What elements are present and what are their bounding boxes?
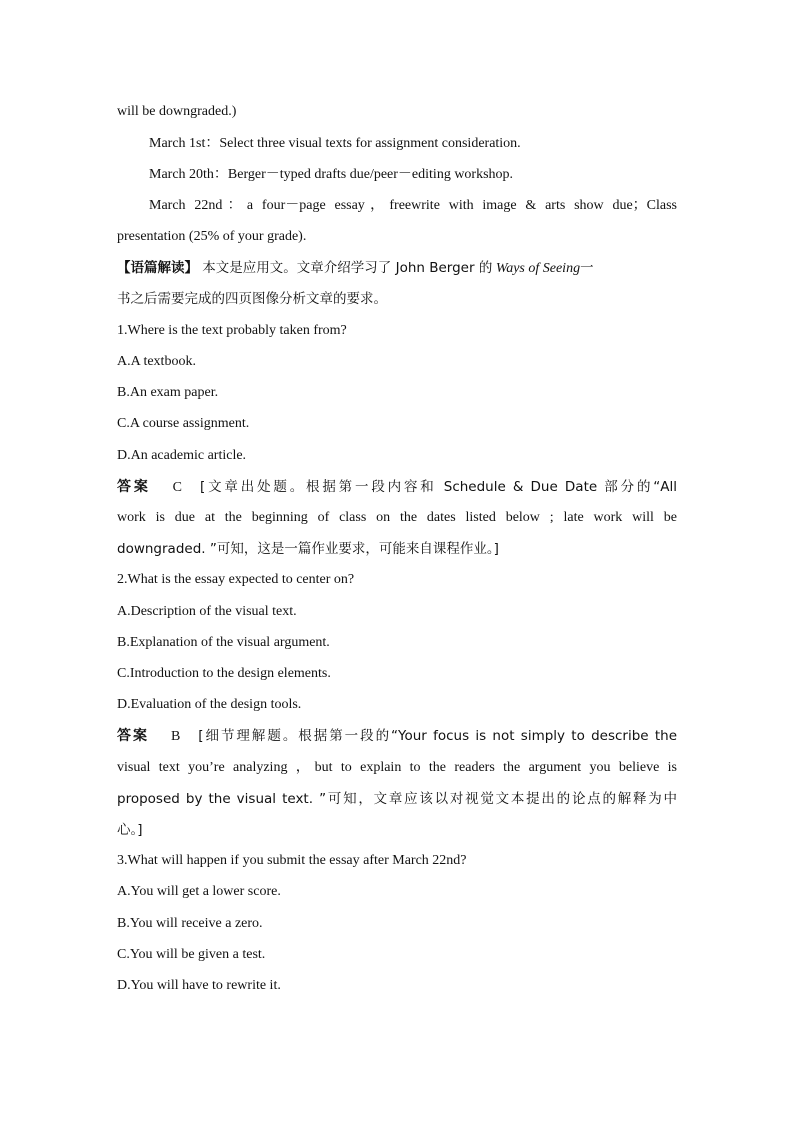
answer-label: 答案: [117, 479, 151, 495]
answer-line: [117, 477, 677, 498]
schedule-item: March 1st：Select three visual texts for assignment consideration.: [149, 136, 521, 151]
question-stem: 1.Where is the text probably taken from?: [117, 323, 347, 338]
option: D.You will have to rewrite it.: [117, 978, 281, 993]
option: D.Evaluation of the design tools.: [117, 697, 302, 712]
option: D.An academic article.: [117, 448, 247, 463]
option: B.You will receive a zero.: [117, 916, 263, 931]
answer-explanation: proposed by the visual text. ”可知，文章应该以对视觉文本提出的论点的解释为中: [117, 791, 677, 807]
schedule-item: March 22nd：a four－page essay，freewrite with image & arts show due；Class: [149, 198, 677, 213]
question-stem: 3.What will happen if you submit the essay after March 22nd?: [117, 853, 467, 868]
option: C.Introduction to the design elements.: [117, 666, 331, 681]
analysis-text: 书之后需要完成的四页图像分析文章的要求。: [117, 291, 387, 307]
answer-explanation: visual text you’re analyzing ，but to explain to the readers the argument you believe is: [117, 760, 677, 775]
answer-letter: B: [170, 729, 181, 744]
answer-explanation: [文章出处题。根据第一段内容和 Schedule & Due Date 部分的“All: [200, 479, 678, 495]
answer-explanation: downgraded. ”可知，这是一篇作业要求，可能来自课程作业。]: [117, 541, 499, 557]
question-stem: 2.What is the essay expected to center on?: [117, 572, 355, 587]
answer-letter: C: [172, 480, 182, 495]
passage-line: presentation (25% of your grade).: [117, 229, 307, 244]
answer-explanation: 心。]: [117, 822, 143, 838]
passage-line: will be downgraded.): [117, 104, 237, 119]
option: C.You will be given a test.: [117, 947, 266, 962]
option: A.You will get a lower score.: [117, 884, 281, 899]
schedule-item: March 20th：Berger－typed drafts due/peer－editing workshop.: [149, 167, 514, 182]
analysis-label: 【语篇解读】: [117, 260, 198, 276]
option: C.A course assignment.: [117, 416, 250, 431]
answer-explanation: [细节理解题。根据第一段的“Your focus is not simply to describe the: [198, 728, 678, 744]
answer-line: [117, 726, 677, 747]
option: B.Explanation of the visual argument.: [117, 635, 330, 650]
analysis-text: 本文是应用文。文章介绍学习了 John Berger 的: [198, 260, 493, 276]
answer-label: 答案: [117, 728, 149, 744]
option: A.A textbook.: [117, 354, 196, 369]
option: B.An exam paper.: [117, 385, 219, 400]
answer-explanation: work is due at the beginning of class on the dates listed below ; late work will be: [117, 510, 677, 525]
analysis-paragraph: [117, 258, 677, 279]
analysis-text: 一: [580, 260, 594, 276]
option: A.Description of the visual text.: [117, 604, 297, 619]
book-title: Ways of Seeing: [495, 261, 581, 276]
